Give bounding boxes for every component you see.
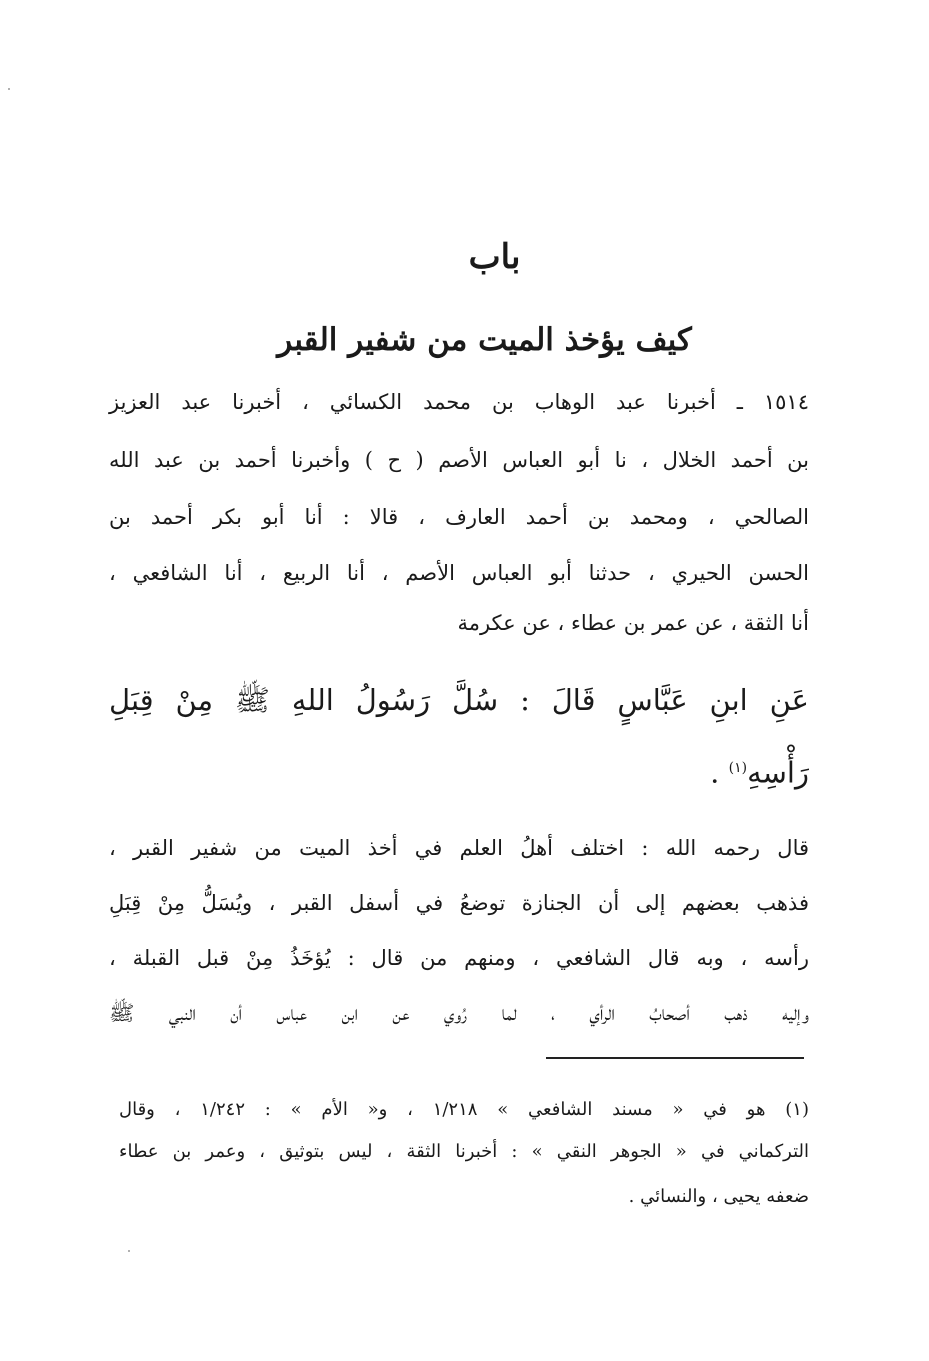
isnad-line: أنا الثقة ، عن عمر بن عطاء ، عن عكرمة [457, 611, 809, 635]
commentary-line: وإليه ذهب أصحابُ الرأي ، لما رُوي عن ابن عباس أن النبي ﷺ [109, 1001, 809, 1025]
chapter-title: كيف يؤخذ الميت من شفير القبر [277, 322, 692, 358]
isnad-line: الحسن الحيري ، حدثنا أبو العباس الأصم ، أنا الربيع ، أنا الشافعي ، [109, 561, 809, 585]
scan-speck [8, 88, 10, 90]
footnote-divider [546, 1057, 804, 1059]
isnad-line: الصالحي ، ومحمد بن أحمد العارف ، قالا : أنا أبو بكر أحمد بن [109, 505, 809, 529]
isnad-line: بن أحمد الخلال ، نا أبو العباس الأصم ( ح ) وأخبرنا أحمد بن عبد الله [109, 448, 809, 472]
hadith-end-mark: . [710, 755, 720, 790]
chapter-label: باب [468, 237, 521, 277]
hadith-line-text: رَأْسِهِ [747, 755, 809, 790]
footnote-marker: (١) [728, 760, 748, 776]
hadith-line-last [109, 743, 809, 798]
hadith-line: عَنِ ابنِ عَبَّاسٍ قَالَ : سُلَّ رَسُولُ اللهِ ﷺ مِنْ قِبَلِ [109, 683, 809, 717]
footnote-line: التركماني في « الجوهر النقي » : أخبرنا الثقة ، ليس بتوثيق ، وعمر بن عطاء [119, 1141, 809, 1162]
commentary-line: قال رحمه الله : اختلف أهلُ العلم في أخذ الميت من شفير القبر ، [109, 836, 809, 860]
footnote-line: ضعفه يحيى ، والنسائي . [628, 1186, 809, 1207]
commentary-line: رأسه ، وبه قال الشافعي ، ومنهم من قال : يُؤخَذُ مِنْ قبل القبلة ، [109, 946, 809, 970]
isnad-line: ١٥١٤ ـ أخبرنا عبد الوهاب بن محمد الكسائي ، أخبرنا عبد العزيز [109, 390, 809, 414]
commentary-line: فذهب بعضهم إلى أن الجنازة توضعُ في أسفل القبر ، ويُسَلُّ مِنْ قِبَلِ [109, 891, 809, 915]
scan-speck [128, 1250, 130, 1252]
footnote-line: (١) هو في « مسند الشافعي » ١/٢١٨ ، و« الأم » : ١/٢٤٢ ، وقال [119, 1099, 809, 1120]
